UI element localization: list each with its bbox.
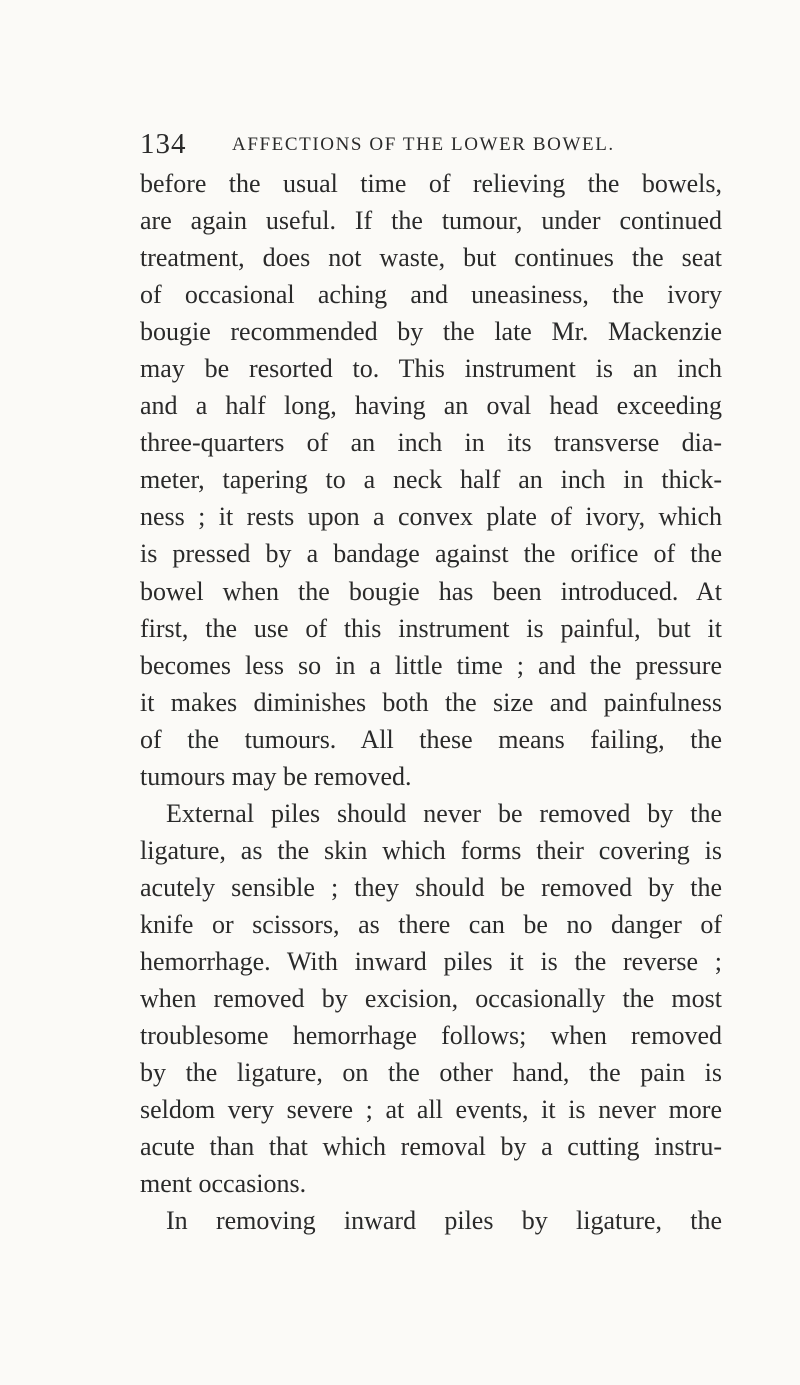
- text-line: hemorrhage. With inward piles it is the reverse ;: [140, 946, 722, 976]
- text-line: acutely sensible ; they should be removed by the: [140, 872, 722, 902]
- text-line: ness ; it rests upon a convex plate of ivory, which: [140, 502, 722, 532]
- paragraph-end-line: ment occasions.: [140, 1169, 307, 1199]
- text-line: acute than that which removal by a cutting instru-: [140, 1132, 722, 1162]
- text-line: and a half long, having an oval head exceeding: [140, 391, 722, 421]
- text-line: ligature, as the skin which forms their covering is: [140, 835, 722, 865]
- text-line: becomes less so in a little time ; and the pressure: [140, 650, 722, 680]
- text-line: of the tumours. All these means failing, the: [140, 724, 722, 754]
- text-line: before the usual time of relieving the bowels,: [140, 169, 722, 198]
- text-line: three-quarters of an inch in its transverse dia-: [140, 428, 722, 458]
- text-line: knife or scissors, as there can be no danger of: [140, 909, 722, 939]
- text-line: are again useful. If the tumour, under continued: [140, 206, 722, 236]
- running-title: AFFECTIONS OF THE LOWER BOWEL.: [232, 134, 615, 155]
- text-line: seldom very severe ; at all events, it is never more: [140, 1095, 722, 1125]
- running-head: [140, 128, 720, 168]
- paragraph-start-line: External piles should never be removed by the: [166, 798, 722, 828]
- text-line: may be resorted to. This instrument is an inch: [140, 354, 722, 384]
- body-text: [140, 165, 722, 1239]
- paragraph-start-line: In removing inward piles by ligature, the: [166, 1206, 722, 1236]
- text-line: troublesome hemorrhage follows; when removed: [140, 1021, 722, 1051]
- paragraph-end-line: tumours may be removed.: [140, 761, 412, 791]
- text-line: bowel when the bougie has been introduced. At: [140, 576, 722, 606]
- text-line: by the ligature, on the other hand, the pain is: [140, 1058, 722, 1088]
- text-line: it makes diminishes both the size and painfulness: [140, 687, 722, 717]
- text-line: when removed by excision, occasionally the most: [140, 984, 722, 1014]
- text-line: first, the use of this instrument is painful, but it: [140, 613, 722, 643]
- text-line: of occasional aching and uneasiness, the ivory: [140, 280, 722, 310]
- text-line: bougie recommended by the late Mr. Mackenzie: [140, 317, 722, 347]
- text-line: is pressed by a bandage against the orifice of the: [140, 539, 722, 569]
- text-line: meter, tapering to a neck half an inch in thick-: [140, 465, 722, 495]
- page-number: 134: [140, 128, 187, 160]
- text-line: treatment, does not waste, but continues the seat: [140, 243, 722, 273]
